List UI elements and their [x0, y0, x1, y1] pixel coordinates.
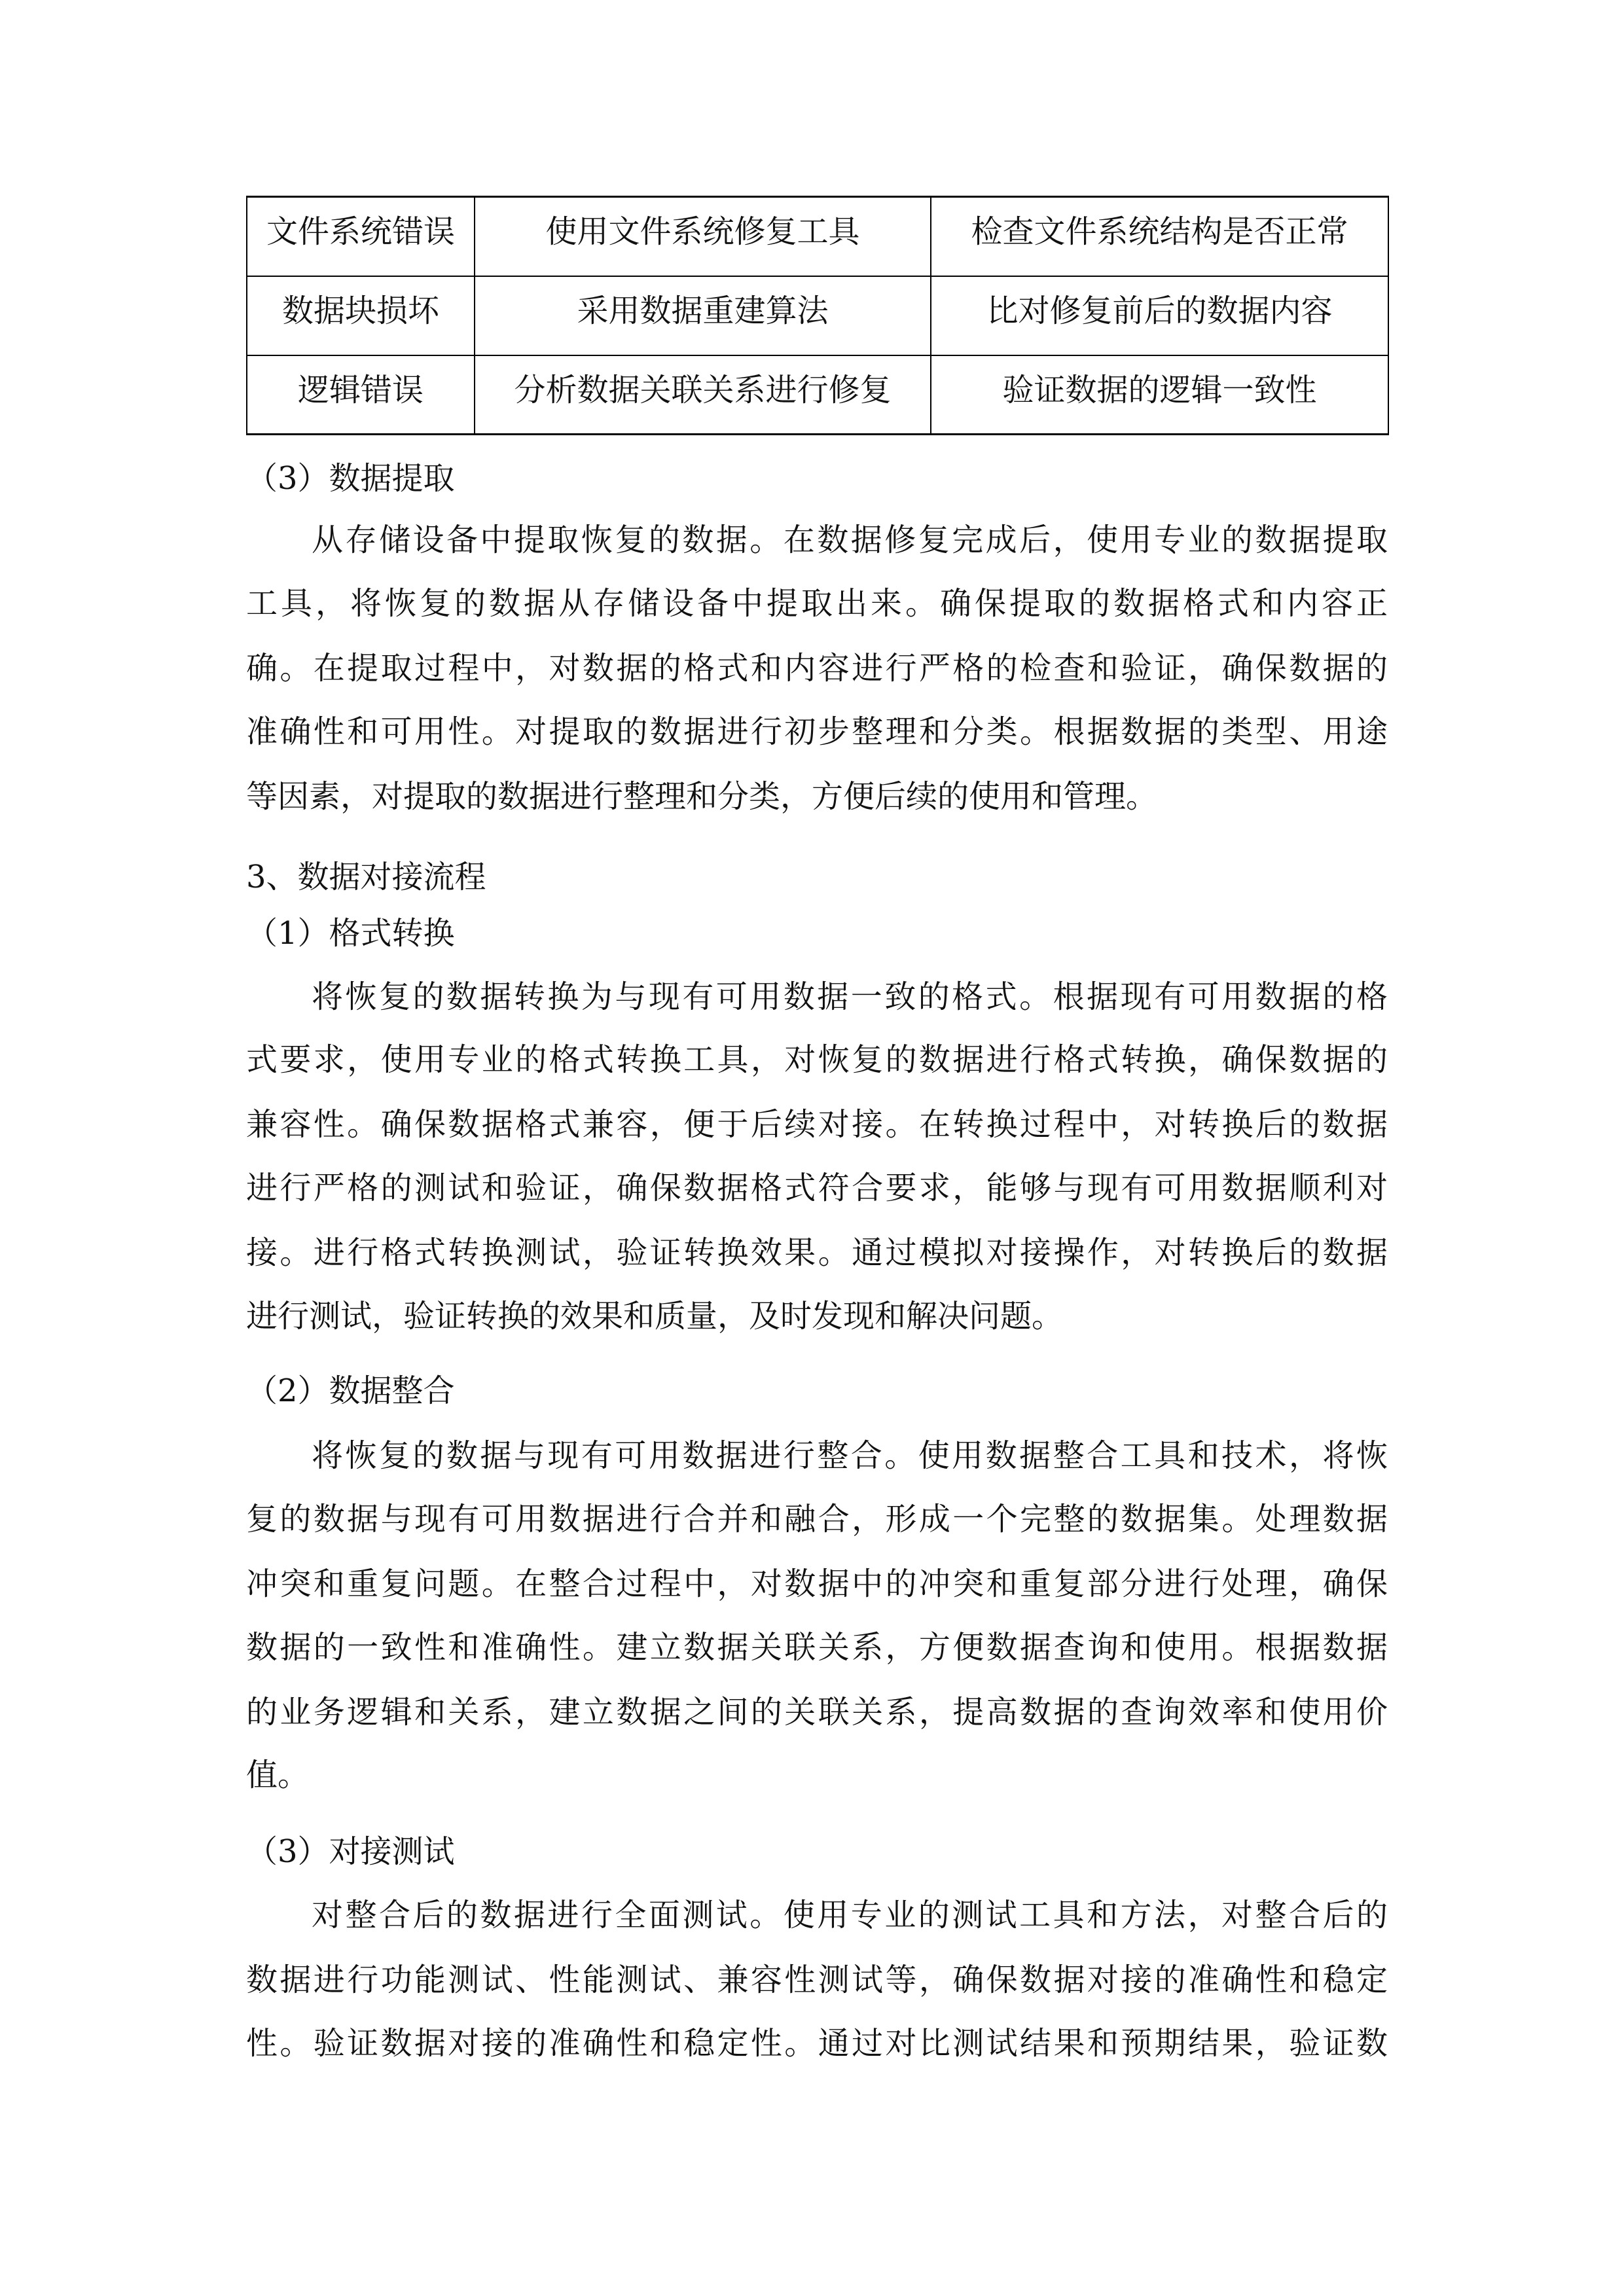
section-heading: （1）格式转换: [246, 915, 455, 952]
table-cell: 验证数据的逻辑一致性: [931, 355, 1388, 435]
paragraph-line: 从存储设备中提取恢复的数据。在数据修复完成后，使用专业的数据提取: [312, 522, 1388, 558]
paragraph-line: 复的数据与现有可用数据进行合并和融合，形成一个完整的数据集。处理数据: [246, 1501, 1388, 1537]
table-cell: 文件系统错误: [247, 197, 475, 276]
table-cell: 数据块损坏: [247, 276, 475, 355]
table-cell: 比对修复前后的数据内容: [931, 276, 1388, 355]
paragraph-line: 值。: [246, 1757, 310, 1793]
table-cell: 使用文件系统修复工具: [475, 197, 931, 276]
paragraph-line: 等因素，对提取的数据进行整理和分类，方便后续的使用和管理。: [246, 778, 1158, 815]
repair-methods-table: [246, 196, 1389, 435]
paragraph-line: 进行严格的测试和验证，确保数据格式符合要求，能够与现有可用数据顺利对: [246, 1170, 1388, 1206]
table-row: [247, 355, 1388, 435]
paragraph-line: 将恢复的数据与现有可用数据进行整合。使用数据整合工具和技术，将恢: [312, 1437, 1388, 1474]
paragraph-line: 数据进行功能测试、性能测试、兼容性测试等，确保数据对接的准确性和稳定: [246, 1962, 1388, 1998]
table-cell: 逻辑错误: [247, 355, 475, 435]
paragraph-line: 数据的一致性和准确性。建立数据关联关系，方便数据查询和使用。根据数据: [246, 1629, 1388, 1666]
paragraph-line: 进行测试，验证转换的效果和质量，及时发现和解决问题。: [246, 1298, 1064, 1335]
paragraph-line: 接。进行格式转换测试，验证转换效果。通过模拟对接操作，对转换后的数据: [246, 1234, 1388, 1271]
paragraph-line: 确。在提取过程中，对数据的格式和内容进行严格的检查和验证，确保数据的: [246, 650, 1388, 687]
table-row: [247, 197, 1388, 276]
section-heading: （2）数据整合: [246, 1372, 455, 1409]
section-heading: （3）对接测试: [246, 1833, 455, 1870]
section-heading: （3）数据提取: [246, 460, 455, 497]
paragraph-line: 对整合后的数据进行全面测试。使用专业的测试工具和方法，对整合后的: [312, 1897, 1388, 1933]
paragraph-line: 的业务逻辑和关系，建立数据之间的关联关系，提高数据的查询效率和使用价: [246, 1694, 1388, 1731]
paragraph-line: 冲突和重复问题。在整合过程中，对数据中的冲突和重复部分进行处理，确保: [246, 1566, 1388, 1602]
table-cell: 分析数据关联关系进行修复: [475, 355, 931, 435]
section-heading: 3、数据对接流程: [246, 859, 486, 895]
table-cell: 检查文件系统结构是否正常: [931, 197, 1388, 276]
paragraph-line: 兼容性。确保数据格式兼容，便于后续对接。在转换过程中，对转换后的数据: [246, 1106, 1388, 1143]
paragraph-line: 将恢复的数据转换为与现有可用数据一致的格式。根据现有可用数据的格: [312, 978, 1388, 1015]
table-row: [247, 276, 1388, 355]
paragraph-line: 性。验证数据对接的准确性和稳定性。通过对比测试结果和预期结果，验证数: [246, 2025, 1388, 2062]
table-cell: 采用数据重建算法: [475, 276, 931, 355]
paragraph-line: 准确性和可用性。对提取的数据进行初步整理和分类。根据数据的类型、用途: [246, 713, 1388, 750]
paragraph-line: 工具，将恢复的数据从存储设备中提取出来。确保提取的数据格式和内容正: [246, 585, 1388, 622]
paragraph-line: 式要求，使用专业的格式转换工具，对恢复的数据进行格式转换，确保数据的: [246, 1041, 1388, 1078]
